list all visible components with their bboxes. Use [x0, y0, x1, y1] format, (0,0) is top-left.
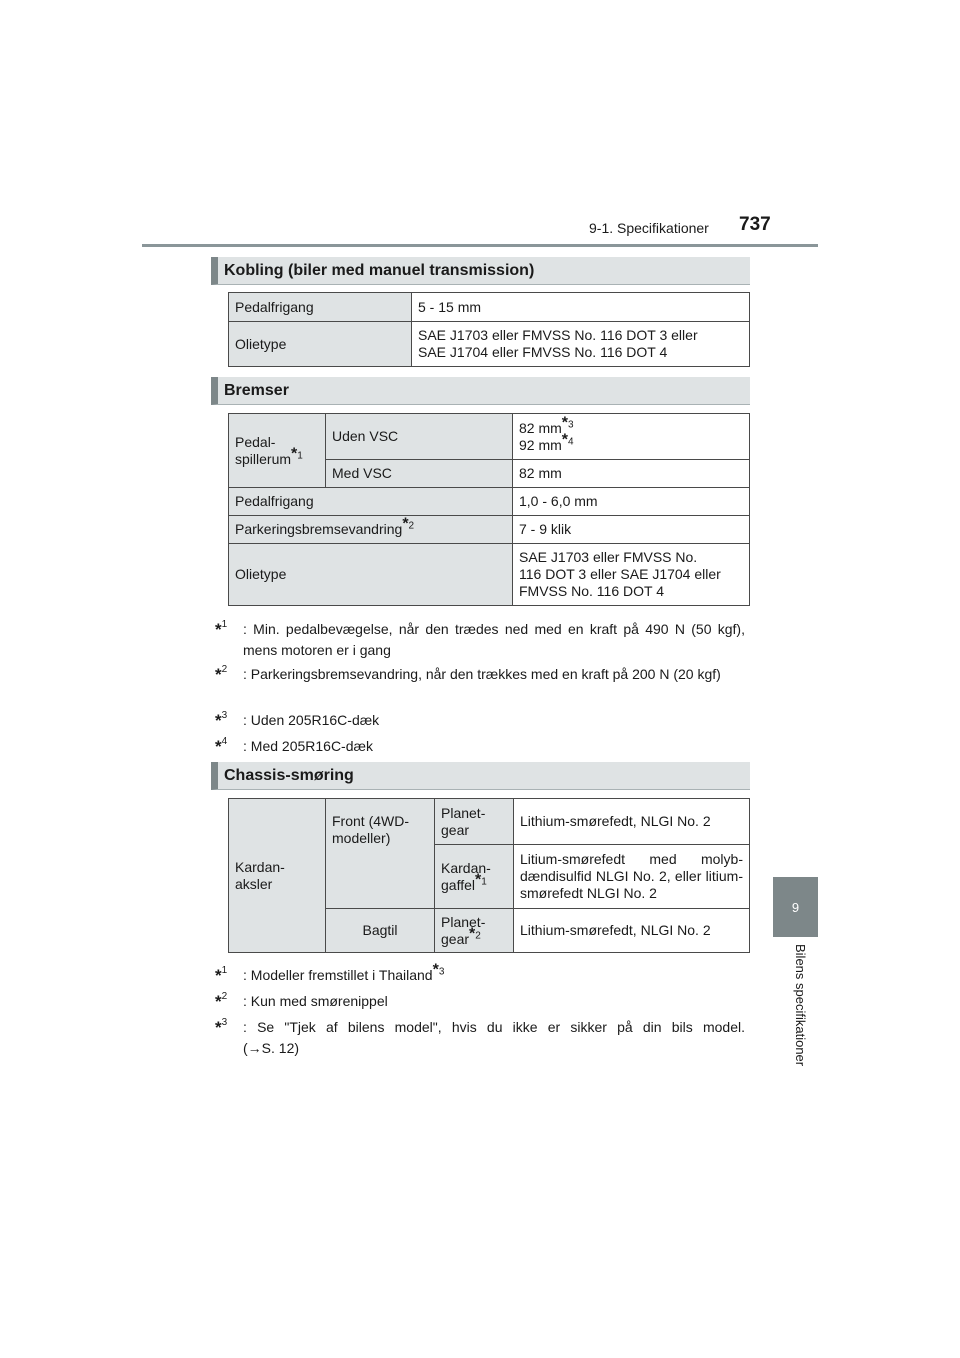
chassis-table: [228, 798, 750, 953]
parkering-value: 7 - 9 klik: [513, 516, 750, 544]
footnote-text: : Uden 205R16C-dæk: [243, 712, 380, 728]
footnote: *$^3$ : Uden 205R16C-dæk: [215, 705, 745, 731]
kardangaffel-cell: Kardan- gaffel$^{*1}$: [435, 845, 514, 909]
planet-gear-cell: Planet- gear: [435, 799, 514, 845]
footnote-text: : Se "Tjek af bilens model", hvis du ikke er sikker på din bils model. (→S. 12): [243, 1019, 745, 1056]
page-reference-link[interactable]: (→S. 12): [243, 1040, 300, 1056]
footnote: *$^1$ : Modeller fremstillet i Thailand$^{*3}$: [215, 960, 745, 986]
pedal-spillerum-cell: Pedal- spillerum$^{*1}$: [229, 414, 326, 488]
table-row: [229, 293, 750, 322]
table-row: [229, 414, 750, 460]
table-cell-label: Pedalfrigang: [229, 293, 412, 322]
table-row: [229, 799, 750, 845]
section-title: 9-1. Specifikationer: [589, 220, 709, 236]
pedalfrigang-cell: Pedalfrigang: [229, 488, 513, 516]
footnote: *$^1$ : Min. pedalbevægelse, når den trædes ned med en kraft på 490 N (50 kgf), mens motoren er i gang: [215, 614, 745, 661]
value-line: SAE J1703 eller FMVSS No. 116 DOT 3 eller: [418, 327, 698, 343]
chassis-heading: Chassis-smøring: [211, 762, 750, 790]
table-row: [229, 488, 750, 516]
footnote-text: : Parkeringsbremsevandring, når den trækkes med en kraft på 200 N (20 kgf): [243, 666, 721, 682]
planet-gear-rear-cell: Planet- gear$^{*2}$: [435, 909, 514, 953]
footnote-text: : Med 205R16C-dæk: [243, 738, 373, 754]
front-cell: Front (4WD- modeller): [326, 799, 435, 909]
kardangaffel-value: Litium-smørefedt med molyb-dændisulfid NLGI No. 2, eller litium-smørefedt NLGI No. 2: [514, 845, 750, 909]
kobling-heading: Kobling (biler med manuel transmission): [211, 257, 750, 285]
planet-gear-value: Lithium-smørefedt, NLGI No. 2: [514, 799, 750, 845]
kobling-table: [228, 292, 750, 367]
bremser-table: [228, 413, 750, 606]
footnote-text: : Modeller fremstillet i Thailand$^{*3}$: [243, 961, 445, 983]
header-divider: [142, 244, 818, 247]
med-vsc-cell: Med VSC: [326, 460, 513, 488]
table-cell-value: [412, 322, 750, 367]
footnote: *$^4$ : Med 205R16C-dæk: [215, 731, 745, 757]
table-row: [229, 544, 750, 606]
bremser-heading: Bremser: [211, 377, 750, 405]
footnote: *$^2$ : Kun med smørenippel: [215, 986, 745, 1012]
footnote-star: *: [291, 444, 298, 462]
pedalfrigang-value: 1,0 - 6,0 mm: [513, 488, 750, 516]
page-number: 737: [739, 214, 771, 235]
footnote: *$^3$ : Se "Tjek af bilens model", hvis du ikke er sikker på din bils model. (→S. 12): [215, 1012, 745, 1059]
table-row: [229, 516, 750, 544]
uden-vsc-cell: Uden VSC: [326, 414, 513, 460]
planet-gear-rear-value: Lithium-smørefedt, NLGI No. 2: [514, 909, 750, 953]
olietype-value: SAE J1703 eller FMVSS No. 116 DOT 3 eller SAE J1704 eller FMVSS No. 116 DOT 4: [513, 544, 750, 606]
kardan-aksler-cell: Kardan- aksler: [229, 799, 326, 953]
parkering-cell: Parkeringsbremsevandring$^{*2}$: [229, 516, 513, 544]
value-line: SAE J1704 eller FMVSS No. 116 DOT 4: [418, 344, 668, 360]
med-vsc-value: 82 mm: [513, 460, 750, 488]
table-cell-label: Olietype: [229, 322, 412, 367]
footnote: *$^2$ : Parkeringsbremsevandring, når den trækkes med en kraft på 200 N (20 kgf): [215, 659, 745, 685]
footnote-text: : Kun med smørenippel: [243, 993, 388, 1009]
footnote-text: : Min. pedalbevægelse, når den trædes ned med en kraft på 490 N (50 kgf), mens motoren er i gang: [243, 621, 745, 658]
chapter-label: Bilens specifikationer: [793, 944, 808, 1067]
olietype-cell: Olietype: [229, 544, 513, 606]
uden-vsc-value: 82 $mm^{*3}$ 92 $mm^{*4}$: [513, 414, 750, 460]
table-cell-value: 5 - 15 mm: [412, 293, 750, 322]
chapter-tab[interactable]: 9: [773, 877, 818, 937]
bagtil-cell: Bagtil: [326, 909, 435, 953]
table-row: [229, 322, 750, 367]
